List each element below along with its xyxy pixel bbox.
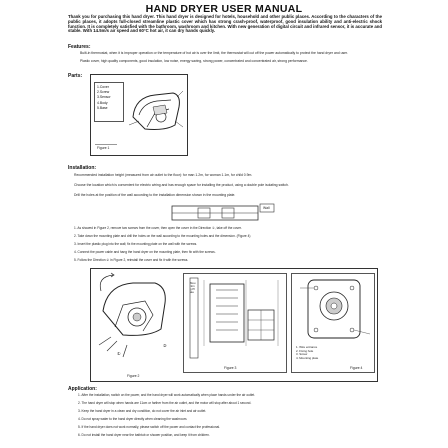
figure-2-label: Figure 2 (127, 374, 140, 378)
install-step-2: 2. Take down the mounting plate and drill the holes on the wall according to the mounting holes and the dimension. (Figure 4) (74, 234, 251, 238)
part-item: 1.Cover (97, 85, 109, 89)
application-line-1: 1. After the installation, switch on the power, and the hand dryer will work automatically when place hands under the air outlet. (78, 393, 256, 397)
figure-1-box (90, 74, 188, 156)
installation-line-2: Choose the location which is convenient for electric wiring and has enough space for installing the product, using a double pole isolating switch. (74, 183, 289, 187)
hand-dryer-exploded-drawing (125, 87, 185, 135)
wall-label: Wall (263, 206, 270, 210)
application-heading: Application: (68, 386, 97, 392)
figure-3-frame (183, 273, 287, 373)
part-item: 4.Body (97, 100, 108, 105)
figure-4-label: Figure 4 (350, 366, 363, 370)
install-step-1: 1. As showed in Figure 2, remove two screws from the cover, then open the cover in the Direction ①, take off the cover. (74, 226, 242, 230)
figure-4-frame (291, 273, 375, 373)
features-heading: Features: (68, 44, 91, 50)
parts-heading: Parts: (68, 73, 83, 79)
figure-2-drawing (93, 271, 177, 371)
features-line-1: Built-in thermostat, when it is improper operation or the temperature of hot air is over the limit, the thermostat will cut off the power automatically to protect the hand dryer and user. (80, 51, 348, 55)
figure-4-hand-dryer-back (294, 276, 374, 342)
install-step-3: 3. Insert the plastic plug into the wall; fix the mounting plate on the wall with the screws. (74, 242, 198, 246)
figure-4-legend-item: 4. Mounting plate (296, 355, 319, 360)
svg-text:②: ② (163, 343, 167, 348)
application-line-4: 4. Do not spray water to the hand dryer directly when cleaning the washroom. (78, 417, 188, 421)
part-item: 2.Screw (97, 90, 110, 95)
figures-panel (90, 268, 378, 382)
parts-list-frame (94, 82, 124, 122)
application-line-5: 5. If the hand dryer does not work normally, please switch off the power and contact the professional. (78, 425, 220, 429)
application-line-6: 6. Do not install the hand dryer near the bathtub or shower position, and keep it from children. (78, 433, 210, 437)
figure-4-legend-item: 2. Fixing hole (296, 348, 314, 353)
figure-1-label: Figure 1 (97, 146, 110, 150)
installation-line-1: Recommended installation height (measured from air outlet to the floor): for man 1.2m, for woman 1.1m, for child 0.9m. (74, 173, 253, 177)
install-step-5: 5. Follow the Direction ② in Figure 2, reinstall the cover and fix it with the screws. (74, 258, 189, 262)
application-line-2: 2. The hand dryer will stop when hands are 11cm or farther from the air outlet, and the motor will stop after about 1 second. (78, 401, 252, 405)
installation-heading: Installation: (68, 165, 97, 171)
manual-title: HAND DRYER USER MANUAL (145, 3, 303, 15)
figure-4-legend-item: 3. Screw (296, 352, 308, 357)
application-line-3: 3. Keep the hand dryer in a clean and dry condition, do not cover the air inlet and air outlet. (78, 409, 207, 413)
figure-3-label: Figure 3 (224, 366, 237, 370)
part-item: 3.Sensor (97, 95, 111, 100)
figure-4-legend (296, 346, 356, 360)
svg-text:①: ① (117, 351, 121, 356)
features-line-2: Plastic cover, high quality components, good insulation, low noise, energy saving, strong power, concentrated and concentrated air, strong performance. (80, 59, 308, 63)
figure-4-legend-item: 1. Wire entrance (296, 345, 318, 349)
part-item: 5.Base (97, 105, 108, 110)
figure-3-side-label: Mounting Plate (190, 281, 196, 294)
wall-mounting-diagram (168, 202, 278, 224)
installation-line-3: Drill the holes at the position of the wall according to the installation dimension shown in the mounting plate. (74, 193, 236, 197)
install-step-4: 4. Connect the power cable and hang the hand dryer on the mounting plate, then fix with the screws. (74, 250, 216, 254)
figure-3-mounting-plate (186, 276, 286, 368)
intro-paragraph: Thank you for purchasing this hand dryer. This hand dryer is designed for hotels, household and other public places. According to the characters of the public places, it adopts full-closed streamline plastic cover which has strong crash-proof, waterproof, good insulation ability and anti-electric shock function. It is completely satisfied with the bathroom, washroom and kitchen. With new generation of digital circuit and infrared sensor, it is accurate and stable. With 14.5m/s air speed and 60°C hot air, it can dry hands quickly. (68, 14, 382, 34)
figure-1-underline (95, 144, 117, 145)
